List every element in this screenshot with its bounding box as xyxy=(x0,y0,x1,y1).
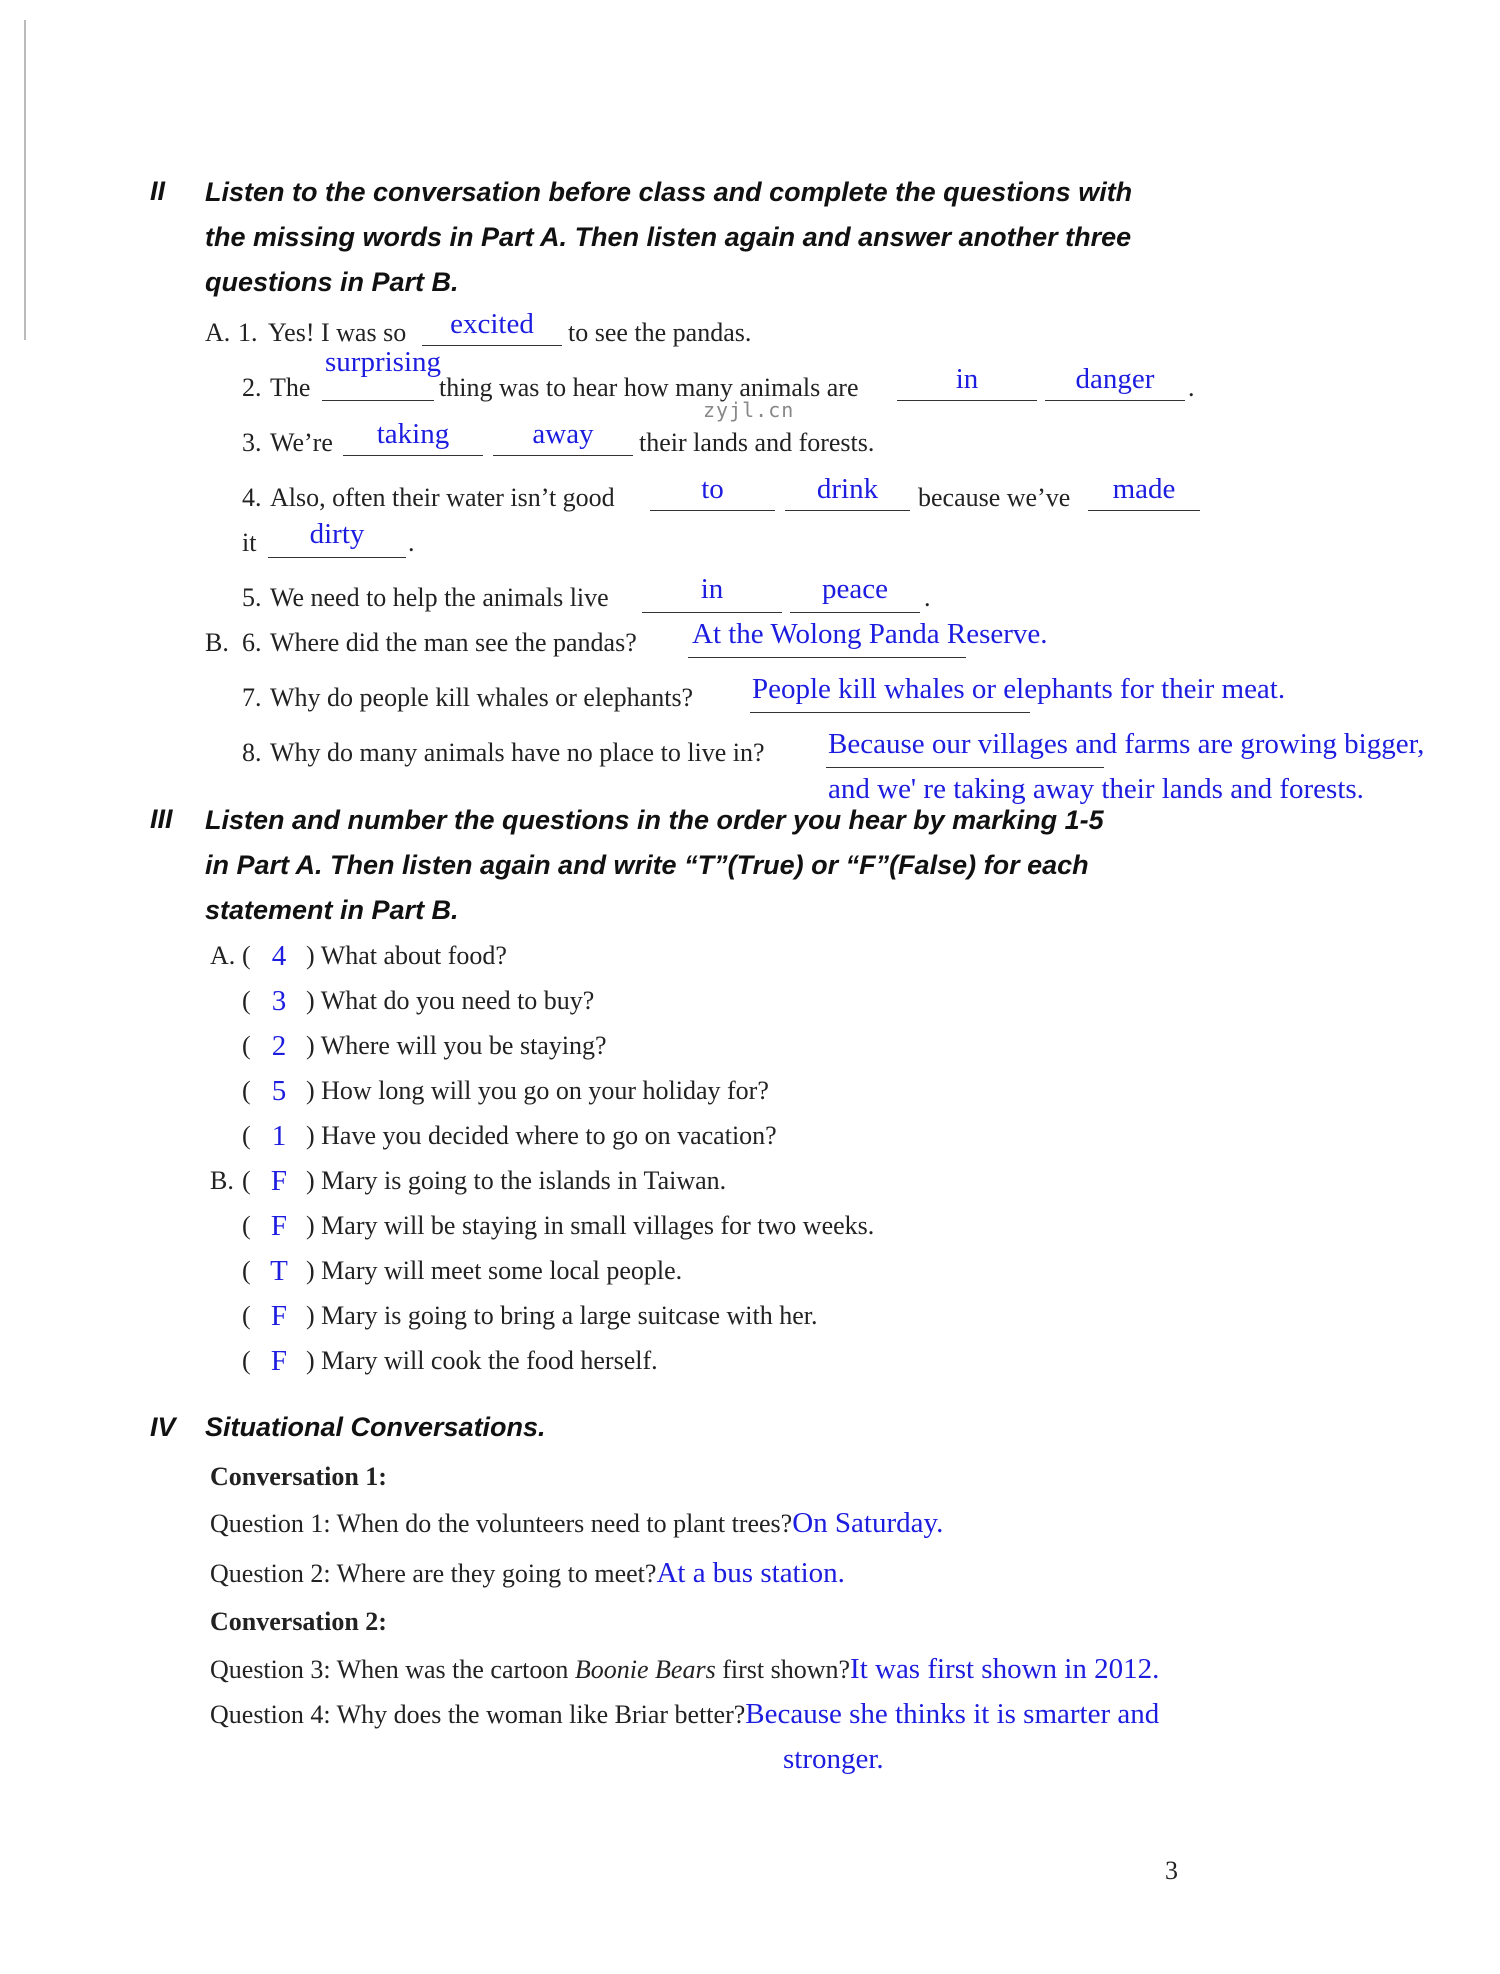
q5-text-post: . xyxy=(924,583,931,612)
section-4-title: Situational Conversations. xyxy=(205,1412,546,1442)
q4-answer-1: to xyxy=(701,473,724,505)
order-answer: 2 xyxy=(271,1030,287,1062)
true-false-answer: F xyxy=(270,1210,288,1242)
conversation-2-label: Conversation 2: xyxy=(210,1607,387,1636)
true-false-answer: F xyxy=(270,1165,288,1197)
paren-open: ( xyxy=(242,1076,251,1105)
conv-question-4-answer-line-1: Because she thinks it is smarter and xyxy=(745,1698,1160,1730)
true-false-statement: ) Mary will meet some local people. xyxy=(306,1256,683,1285)
q7-question: Why do people kill whales or elephants? xyxy=(270,683,694,712)
q5-number: 5. xyxy=(242,583,262,612)
q3-answer-1: taking xyxy=(376,418,450,450)
conv-question-4 xyxy=(210,1698,1159,1731)
conv-question-1-text: Question 1: When do the volunteers need to plant trees? xyxy=(210,1509,793,1538)
q7-answer: People kill whales or elephants for their meat. xyxy=(752,673,1286,705)
q8-blank xyxy=(826,767,1104,768)
instruction-line: in Part A. Then listen again and write “T”(True) or “F”(False) for each xyxy=(205,850,1089,880)
paren-open: ( xyxy=(242,941,251,970)
q1-number: 1. xyxy=(238,318,258,347)
q7-blank xyxy=(750,712,1030,713)
order-question: ) What do you need to buy? xyxy=(306,986,595,1015)
instruction-line: statement in Part B. xyxy=(205,895,459,925)
q5-blank-1 xyxy=(642,612,782,613)
conv-question-1-answer: On Saturday. xyxy=(792,1507,944,1539)
paren-open: ( xyxy=(242,1211,251,1240)
instruction-line: Listen to the conversation before class and complete the questions with xyxy=(205,177,1133,207)
section-3-number: III xyxy=(150,804,173,834)
q8-answer-line-2: and we' re taking away their lands and forests. xyxy=(828,773,1364,805)
q3-number: 3. xyxy=(242,428,262,457)
conv-question-2-text: Question 2: Where are they going to meet? xyxy=(210,1559,657,1588)
part-a-label: A. xyxy=(205,318,231,347)
q8-question: Why do many animals have no place to live in? xyxy=(270,738,765,767)
section-2-instructions xyxy=(205,170,1132,305)
q6-question: Where did the man see the pandas? xyxy=(270,628,637,657)
q1-text-pre: Yes! I was so xyxy=(268,318,407,347)
section-3-instructions xyxy=(205,798,1104,933)
section-3-part-a-label: A. xyxy=(210,941,236,970)
conv-question-4-answer-line-2: stronger. xyxy=(783,1743,884,1775)
order-answer: 4 xyxy=(271,940,287,972)
instruction-line: Listen and number the questions in the order you hear by marking 1-5 xyxy=(205,805,1104,835)
q5-blank-2 xyxy=(790,612,920,613)
paren-open: ( xyxy=(242,1121,251,1150)
q5-answer-2: peace xyxy=(822,573,888,605)
true-false-answer: F xyxy=(270,1300,288,1332)
order-answer: 1 xyxy=(271,1120,287,1152)
watermark: zyjl.cn xyxy=(703,398,795,422)
q3-text-pre: We’re xyxy=(270,428,333,457)
q1-text-post: to see the pandas. xyxy=(568,318,752,347)
conv-question-4-text: Question 4: Why does the woman like Briar better? xyxy=(210,1700,746,1729)
q4-blank-1 xyxy=(650,510,775,511)
order-question: ) Where will you be staying? xyxy=(306,1031,607,1060)
part-b-label: B. xyxy=(205,628,229,657)
q4-answer-2: drink xyxy=(816,473,879,505)
q2-blank-3 xyxy=(1045,400,1185,401)
page-margin-line xyxy=(24,20,26,340)
true-false-statement: ) Mary will cook the food herself. xyxy=(306,1346,658,1375)
cartoon-title: Boonie Bears xyxy=(574,1655,716,1684)
order-question: ) Have you decided where to go on vacation? xyxy=(306,1121,777,1150)
paren-open: ( xyxy=(242,1031,251,1060)
q2-answer-1: surprising xyxy=(325,346,441,378)
section-2-number: II xyxy=(150,176,166,206)
order-question: ) How long will you go on your holiday for? xyxy=(306,1076,769,1105)
true-false-statement: ) Mary is going to the islands in Taiwan. xyxy=(306,1166,727,1195)
q7-number: 7. xyxy=(242,683,262,712)
order-answer: 5 xyxy=(271,1075,287,1107)
q5-text-pre: We need to help the animals live xyxy=(270,583,609,612)
order-question: ) What about food? xyxy=(306,941,507,970)
order-answer: 3 xyxy=(271,985,287,1017)
paren-open: ( xyxy=(242,1256,251,1285)
q8-number: 8. xyxy=(242,738,262,767)
conversation-1-label: Conversation 1: xyxy=(210,1462,387,1491)
q3-answer-2: away xyxy=(532,418,594,450)
q2-answer-3: danger xyxy=(1075,363,1155,395)
true-false-answer: T xyxy=(270,1255,288,1287)
q2-answer-2: in xyxy=(955,363,979,395)
q3-blank-1 xyxy=(343,455,483,456)
true-false-answer: F xyxy=(270,1345,288,1377)
q4-text-mid: because we’ve xyxy=(918,483,1071,512)
paren-open: ( xyxy=(242,986,251,1015)
q4-blank-2 xyxy=(785,510,910,511)
q1-answer: excited xyxy=(450,308,534,340)
q6-number: 6. xyxy=(242,628,262,657)
q4-number: 4. xyxy=(242,483,262,512)
page-number: 3 xyxy=(1165,1856,1178,1885)
true-false-statement: ) Mary is going to bring a large suitcase with her. xyxy=(306,1301,818,1330)
q5-answer-1: in xyxy=(700,573,724,605)
conv-question-3 xyxy=(210,1653,1159,1686)
conv-question-2-answer: At a bus station. xyxy=(656,1557,845,1589)
conv-question-2 xyxy=(210,1557,845,1590)
q2-text-mid: thing was to hear how many animals are xyxy=(439,373,859,402)
conv-question-3-text-end: first shown? xyxy=(722,1655,851,1684)
q3-blank-2 xyxy=(493,455,633,456)
true-false-statement: ) Mary will be staying in small villages for two weeks. xyxy=(306,1211,875,1240)
conv-question-3-answer: It was first shown in 2012. xyxy=(850,1653,1160,1685)
q3-text-post: their lands and forests. xyxy=(639,428,875,457)
q4-answer-3: made xyxy=(1112,473,1176,505)
q4-answer-4: dirty xyxy=(309,518,365,550)
q6-answer: At the Wolong Panda Reserve. xyxy=(692,618,1048,650)
q4-blank-4 xyxy=(268,557,406,558)
section-4-number: IV xyxy=(150,1412,176,1442)
conv-question-1 xyxy=(210,1507,943,1540)
q2-text-pre: The xyxy=(270,373,311,402)
q4-text-post: . xyxy=(408,528,415,557)
q4-text-pre: Also, often their water isn’t good xyxy=(270,483,615,512)
q2-blank-2 xyxy=(897,400,1037,401)
instruction-line: questions in Part B. xyxy=(205,267,459,297)
q2-blank-1 xyxy=(322,400,434,401)
q4-text-pre2: it xyxy=(242,528,257,557)
q8-answer-line-1: Because our villages and farms are growing bigger, xyxy=(828,728,1425,760)
paren-open: ( xyxy=(242,1346,251,1375)
section-3-part-b-label: B. xyxy=(210,1166,234,1195)
q4-blank-3 xyxy=(1088,510,1200,511)
q2-number: 2. xyxy=(242,373,262,402)
q2-text-post: . xyxy=(1188,373,1195,402)
paren-open: ( xyxy=(242,1166,251,1195)
instruction-line: the missing words in Part A. Then listen again and answer another three xyxy=(205,222,1132,252)
q6-blank xyxy=(688,657,966,658)
paren-open: ( xyxy=(242,1301,251,1330)
conv-question-3-text: Question 3: When was the cartoon xyxy=(210,1655,569,1684)
